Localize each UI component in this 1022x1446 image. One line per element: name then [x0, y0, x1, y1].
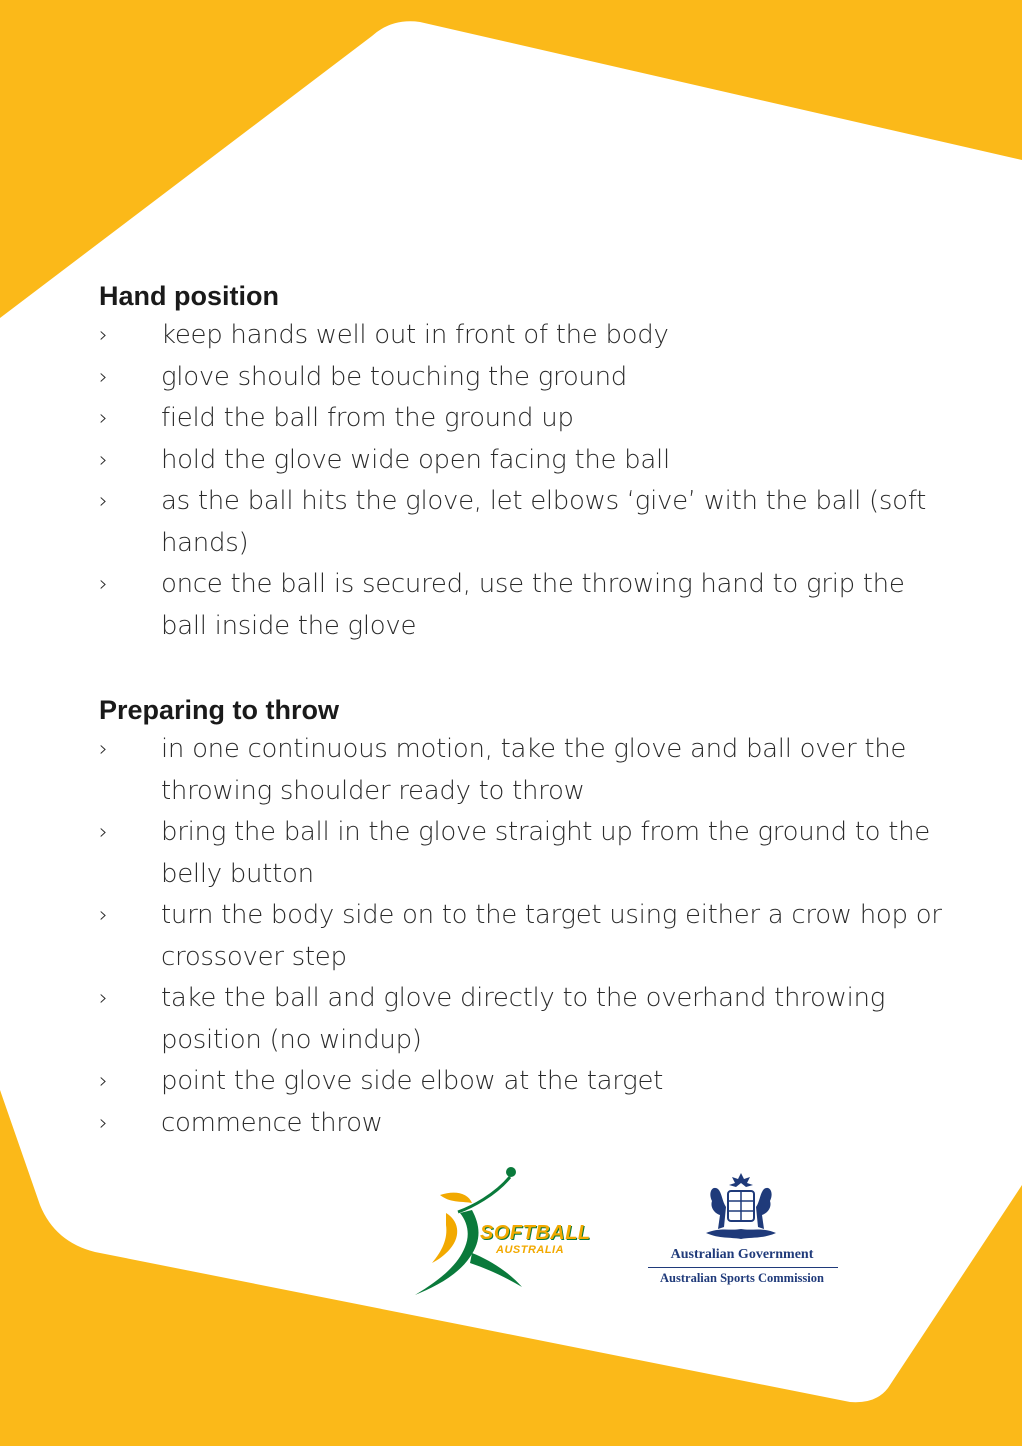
section-heading: Hand position [99, 281, 279, 311]
list-item [99, 978, 949, 1061]
bullet-marker: › [99, 903, 108, 928]
list-item [99, 315, 949, 357]
list-item [99, 729, 949, 812]
list-item [99, 895, 949, 978]
list-item-text: point the glove side elbow at the target [161, 1066, 664, 1096]
bullet-marker: › [99, 489, 108, 514]
list-item [99, 1103, 949, 1145]
divider [648, 1267, 838, 1268]
list-item [99, 357, 949, 399]
bullet-marker: › [99, 1069, 108, 1094]
bullet-marker: › [99, 986, 108, 1011]
section-heading: Preparing to throw [99, 695, 340, 725]
bullet-marker: › [99, 447, 108, 473]
australian-government-logo [642, 1171, 842, 1291]
softball-australia-logo [410, 1165, 600, 1300]
preparing-to-throw-section [99, 693, 949, 1144]
bullet-marker: › [99, 323, 108, 348]
bullet-list [99, 729, 949, 1144]
list-item-text: hold the glove wide open facing the ball [161, 444, 670, 475]
footer-logos [410, 1165, 850, 1305]
list-item-text: once the ball is secured, use the throwing hand to grip the ball inside the glove [161, 569, 905, 641]
softball-sub-wordmark: AUSTRALIA [496, 1244, 565, 1256]
coat-of-arms-icon [700, 1171, 782, 1247]
bullet-marker: › [99, 1110, 108, 1136]
list-item-text: bring the ball in the glove straight up from the ground to the belly button [161, 817, 930, 889]
government-name: Australian Government [670, 1247, 814, 1262]
list-item [99, 1061, 949, 1103]
list-item [99, 440, 949, 482]
list-item [99, 812, 949, 895]
bullet-marker: › [99, 572, 108, 597]
list-item-text: field the ball from the ground up [161, 403, 574, 433]
list-item-text: glove should be touching the ground [161, 361, 627, 392]
list-item-text: as the ball hits the glove, let elbows ‘give’ with the ball (soft hands) [161, 486, 926, 558]
list-item-text: commence throw [161, 1107, 383, 1138]
list-item-text: in one continuous motion, take the glove and ball over the throwing shoulder ready to throw [161, 734, 907, 806]
bullet-marker: › [99, 364, 108, 390]
softball-wordmark: SOFTBALL [480, 1222, 591, 1244]
bullet-marker: › [99, 406, 108, 431]
bullet-list [99, 315, 949, 647]
list-item [99, 481, 949, 564]
list-item-text: take the ball and glove directly to the overhand throwing position (no windup) [161, 983, 886, 1055]
bullet-marker: › [99, 820, 108, 845]
list-item-text: keep hands well out in front of the body [161, 320, 669, 350]
list-item [99, 564, 949, 647]
list-item-text: turn the body side on to the target using either a crow hop or crossover step [161, 900, 942, 972]
bullet-marker: › [99, 737, 108, 762]
list-item [99, 398, 949, 440]
agency-name: Australian Sports Commission [660, 1271, 824, 1285]
hand-position-section [99, 279, 949, 647]
